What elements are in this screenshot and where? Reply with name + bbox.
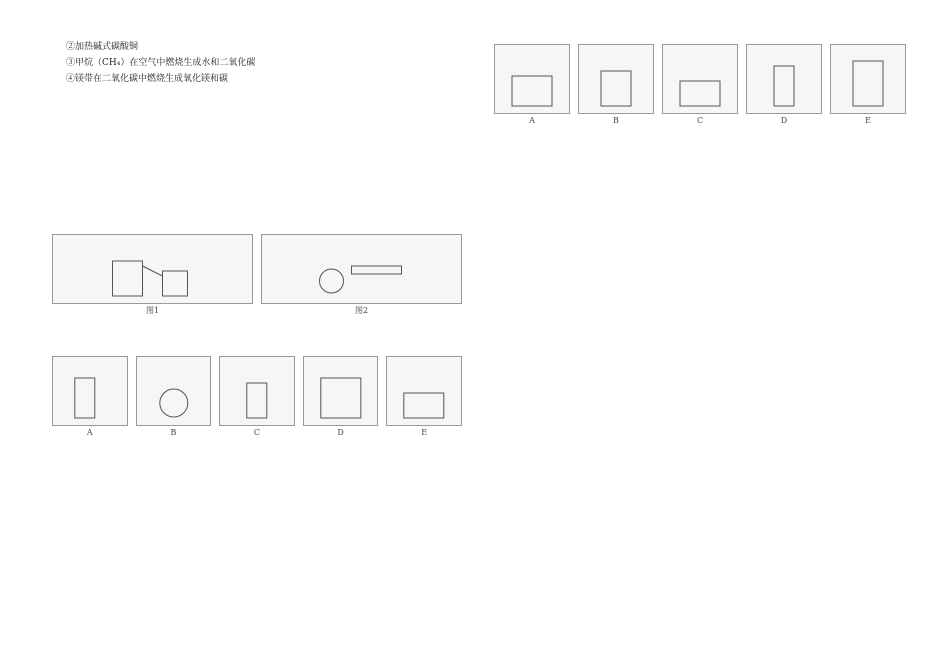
text-line [52,104,462,118]
apparatus-right-e [830,44,906,128]
text-line [52,588,462,602]
apparatus-icon [53,241,252,301]
text-line [494,340,906,354]
text-line [494,356,906,370]
figure-1-label: 图1 [145,306,160,315]
text-line [494,148,906,162]
apparatus-b-label: B [170,428,177,437]
text-line [494,516,906,530]
apparatus-right-c-diagram [662,44,738,114]
text-line [52,136,462,150]
text-line [52,152,462,166]
apparatus-icon [220,363,294,423]
apparatus-icon [663,51,737,111]
apparatus-right-b-diagram [578,44,654,114]
text-line [52,184,462,198]
apparatus-right-b [578,44,654,128]
text-line: ③甲烷（CH₄）在空气中燃烧生成水和二氧化碳 [66,58,256,68]
text-line [52,508,462,522]
apparatus-right-a-label: A [529,116,535,125]
text-line [494,436,906,450]
text-line [494,500,906,514]
apparatus-c-diagram [219,356,295,426]
text-line [52,338,462,352]
apparatus-right-d [746,44,822,128]
apparatus-icon [747,51,821,111]
apparatus-right-e-diagram [830,44,906,114]
text-line [494,548,906,562]
text-line [52,572,462,586]
text-line [494,484,906,498]
apparatus-icon [53,363,127,423]
apparatus-icon [831,51,905,111]
text-line [52,524,462,538]
text-line: ②加热碱式碳酸铜 [66,42,139,52]
apparatus-icon [495,51,569,111]
apparatus-icon [387,363,461,423]
figure-2-diagram [261,234,462,304]
apparatus-icon [304,363,378,423]
apparatus-c [219,356,295,440]
apparatus-right-d-label: D [780,116,788,125]
apparatus-icon [579,51,653,111]
apparatus-e-diagram [386,356,462,426]
apparatus-row [52,356,462,440]
text-line [494,468,906,482]
figure-2-label: 图2 [354,306,369,315]
text-line [494,452,906,466]
text-line [52,216,462,230]
apparatus-right-c [662,44,738,128]
text-line [52,604,462,618]
text-line [494,420,906,434]
text-line [494,228,906,242]
apparatus-c-label: C [253,428,261,437]
apparatus-a [52,356,128,440]
text-line [494,292,906,306]
text-line [494,244,906,258]
apparatus-icon [262,241,461,301]
apparatus-d-diagram [303,356,379,426]
text-line [494,532,906,546]
figure-1 [52,234,253,318]
apparatus-right-a-diagram [494,44,570,114]
apparatus-a-diagram [52,356,128,426]
figure-row-1 [52,234,462,318]
apparatus-b-diagram [136,356,212,426]
text-line [52,460,462,474]
text-line [494,404,906,418]
text-line [494,132,906,146]
text-line [52,88,462,102]
right-column [494,40,906,660]
text-line [494,212,906,226]
apparatus-icon [137,363,211,423]
apparatus-e-label: E [421,428,428,437]
apparatus-a-label: A [86,428,93,437]
text-line [494,164,906,178]
apparatus-right-b-label: B [613,116,619,125]
text-line [494,260,906,274]
text-line [494,324,906,338]
apparatus-right-c-label: C [696,116,704,125]
text-line [52,540,462,554]
text-line: ④镁带在二氧化碳中燃烧生成氧化镁和碳 [66,74,229,84]
apparatus-right-e-label: E [865,116,871,125]
figure-2 [261,234,462,318]
text-line [494,388,906,402]
left-column [52,40,462,660]
text-line [494,180,906,194]
apparatus-e [386,356,462,440]
text-line [494,372,906,386]
text-line [52,444,462,458]
figure-1-diagram [52,234,253,304]
text-line [52,200,462,214]
text-line [494,196,906,210]
apparatus-right-a [494,44,570,128]
text-line [494,308,906,322]
text-line [52,556,462,570]
text-line [494,276,906,290]
text-line [52,168,462,182]
text-line [52,120,462,134]
apparatus-d-label: D [337,428,344,437]
apparatus-row-right [494,44,906,128]
apparatus-d [303,356,379,440]
text-line [52,492,462,506]
text-line [52,322,462,336]
text-line [52,476,462,490]
apparatus-right-d-diagram [746,44,822,114]
apparatus-b [136,356,212,440]
